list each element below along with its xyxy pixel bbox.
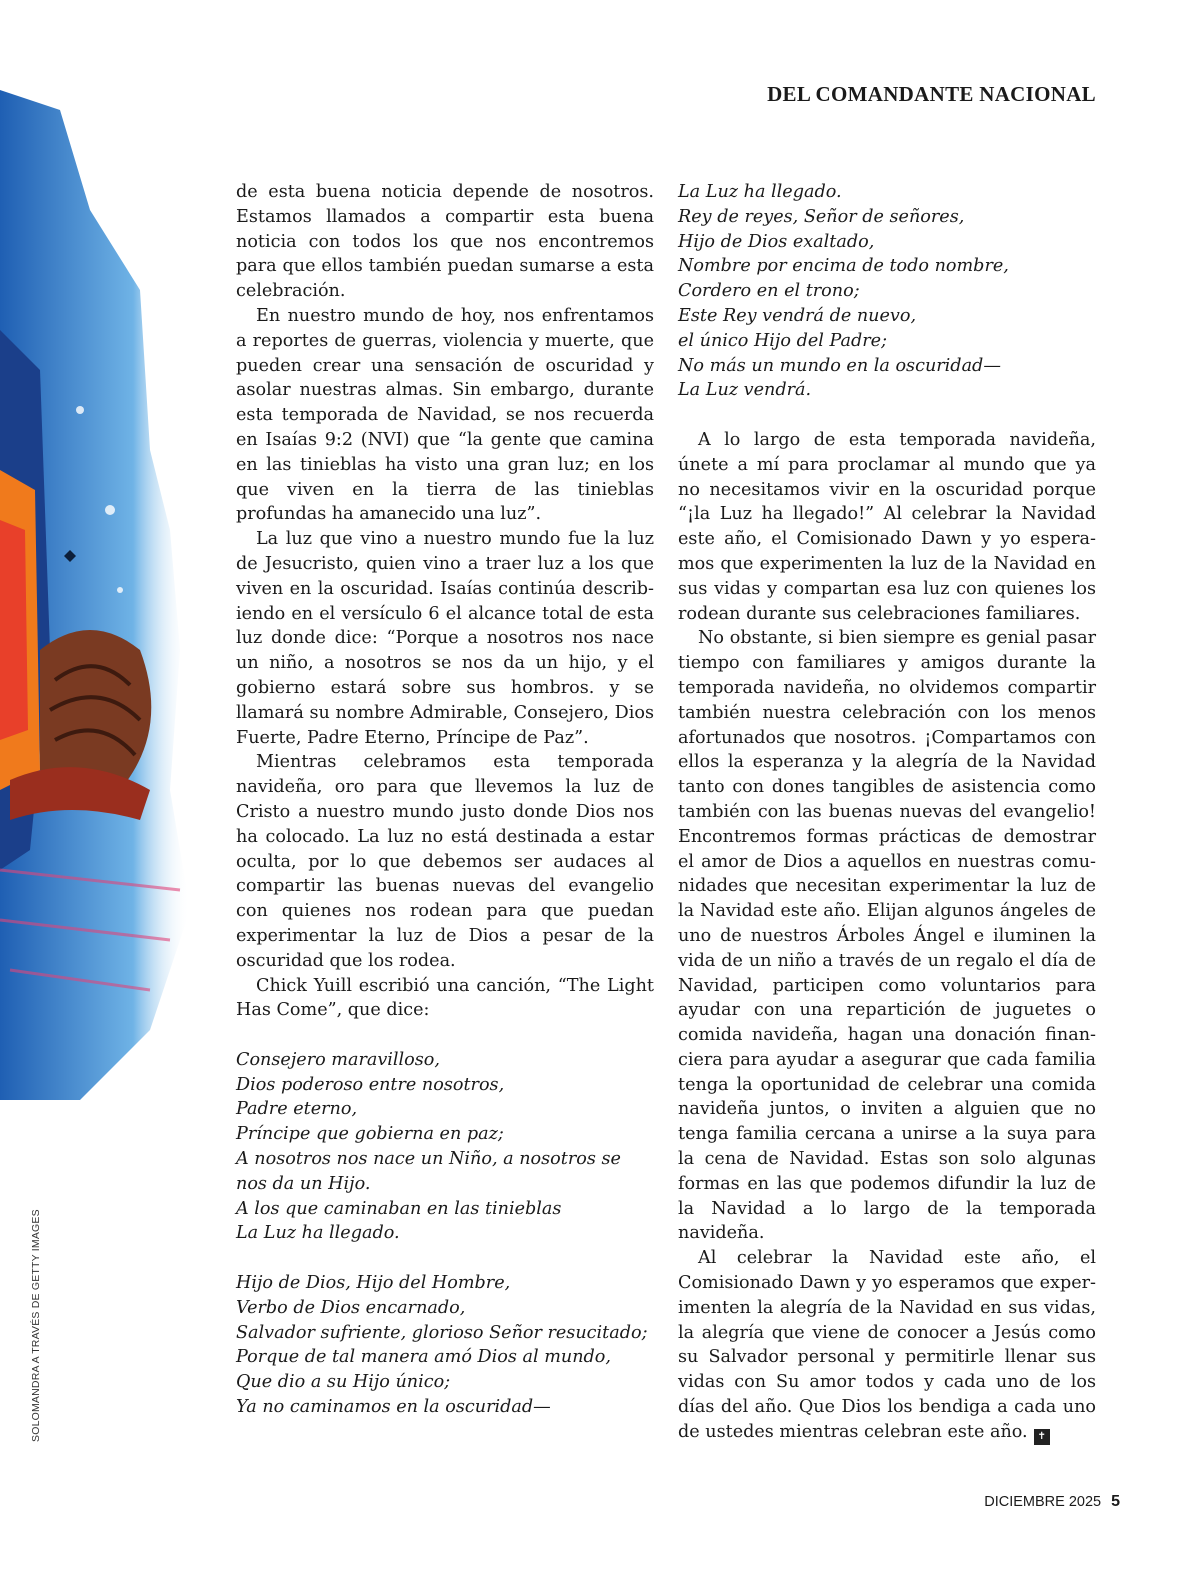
page-footer: [984, 1493, 1120, 1511]
poem-line: el único Hijo del Padre;: [678, 330, 888, 351]
paragraph: Mientras celebramos esta temporada navideña, oro para que llevemos la luz de Cristo a nuestro mundo justo donde Dios nos ha colocado. La luz no está destinada a estar oculta, por lo que debemos ser audaces al compartir las buenas nuevas del evangelio con quienes nos rodean para que puedan experimentar la luz de Dios a pesar de la oscuridad que los rodea.: [236, 752, 654, 971]
poem-line: No más un mundo en la oscuridad—: [678, 355, 1001, 376]
poem-line: La Luz ha llegado.: [236, 1223, 400, 1244]
poem-line: Este Rey vendrá de nuevo,: [678, 305, 917, 326]
poem-line: A los que caminaban en las tinieblas: [236, 1198, 562, 1219]
photo-credit: SOLOMANDRA A TRAVÉS DE GETTY IMAGES: [30, 1209, 42, 1442]
poem-line: Verbo de Dios encarnado,: [236, 1297, 466, 1318]
poem-line: Rey de reyes, Señor de señores,: [678, 206, 965, 227]
poem-line: Consejero maravilloso,: [236, 1049, 440, 1070]
paragraph: Chick Yuill escribió una canción, “The Light Has Come”, que dice:: [236, 975, 654, 1021]
poem-line: Padre eterno,: [236, 1099, 358, 1120]
paragraph: En nuestro mundo de hoy, nos enfrentamos a reportes de guerras, violencia y muerte, que pueden crear una sensación de oscuridad y asolar nuestras almas. Sin embargo, durante esta temporada de Navidad, se nos recuerda en Isaías 9:2 (NVI) que “la gente que camina en las tinieblas ha visto una gran luz; en los que viven en la tierra de las tinieblas profundas ha amanecido una luz”.: [236, 305, 654, 525]
poem-line: Salvador sufriente, glorioso Señor resucitado;: [236, 1322, 648, 1343]
end-mark-icon: ✝: [1034, 1429, 1050, 1445]
left-column: [236, 180, 654, 1420]
right-column: [678, 180, 1096, 1445]
poem-line: Porque de tal manera amó Dios al mundo,: [236, 1347, 611, 1368]
closing-paragraph: [678, 1246, 1096, 1445]
closing-text: Al celebrar la Navidad este año, el Comisionado Dawn y yo esperamos que experimenten la alegría de la Navidad en sus vidas, la alegría que viene de conocer a Jesús como su Salvador personal y permitirle llenar sus vidas con Su amor todos y cada uno de los días del año. Que Dios los bendiga a cada uno de ustedes mientras celebran este año.: [678, 1248, 1096, 1442]
poem-line: Príncipe que gobierna en paz;: [236, 1124, 504, 1145]
page-number: 5: [1111, 1493, 1120, 1510]
section-header: DEL COMANDANTE NACIONAL: [767, 82, 1096, 106]
paragraph: A lo largo de esta temporada navideña, únete a mí para proclamar al mundo que ya no necesitamos vivir en la oscuridad porque “¡la Luz ha llegado!” Al celebrar la Navidad este año, el Comisionado Dawn y yo esperamos que experimenten la luz de la Navidad en sus vidas y compartan esa luz con quienes los rodean durante sus celebraciones familiares.: [678, 429, 1096, 624]
paragraph: No obstante, si bien siempre es genial pasar tiempo con familiares y amigos durante la temporada navideña, no olvidemos compartir también nuestra celebración con los menos afortunados que nosotros. ¡Compartamos con ellos la esperanza y la alegría de la Navidad tanto con dones tangibles de asistencia como también con las buenas nuevas del evangelio! Encontremos formas prácticas de demostrar el amor de Dios a aquellos en nuestras comunidades que necesitan experimentar la luz de la Navidad este año. Elijan algunos ángeles de uno de nuestros Árboles Ángel e iluminen la vida de un niño a través de un regalo el día de Navidad, participen como voluntarios para ayudar con una repartición de juguetes o comida navideña, hagan una donación financiera para ayudar a asegurar que cada familia tenga la oportunidad de celebrar una comida navideña juntos, o inviten a alguien que no tenga familia cercana a unirse a la suya para la cena de Navidad. Estas son solo algunas formas en las que podemos difundir la luz de la Navidad a lo largo de la temporada navideña.: [678, 628, 1096, 1244]
poem-line: Hijo de Dios, Hijo del Hombre,: [236, 1273, 511, 1294]
paragraph: de esta buena noticia depende de nosotros. Estamos llamados a compartir esta buena noticia con todos los que nos encontremos para que ellos también puedan sumarse a esta celebración.: [236, 182, 654, 302]
poem-line: Ya no caminamos en la oscuridad—: [236, 1397, 551, 1418]
poem-stanza: [236, 1048, 654, 1246]
poem-line: Dios poderoso entre nosotros,: [236, 1074, 505, 1095]
issue-date: DICIEMBRE 2025: [984, 1494, 1102, 1510]
poem-line: Hijo de Dios exaltado,: [678, 231, 875, 252]
poem-stanza: [236, 1271, 654, 1420]
paragraph: La luz que vino a nuestro mundo fue la luz de Jesucristo, quien vino a traer luz a los que viven en la oscuridad. Isaías continúa describiendo en el versículo 6 el alcance total de esta luz donde dice: “Porque a nosotros nos nace un niño, a nosotros se nos da un hijo, y el gobierno estará sobre sus hombros. y se llamará su nombre Admirable, Consejero, Dios Fuerte, Padre Eterno, Príncipe de Paz”.: [236, 529, 654, 748]
poem-line: Que dio a su Hijo único;: [236, 1372, 451, 1393]
poem-stanza: [678, 180, 1096, 403]
poem-line: nos da un Hijo.: [236, 1173, 371, 1194]
poem-line: A nosotros nos nace un Niño, a nosotros se: [236, 1149, 621, 1170]
poem-line: La Luz vendrá.: [678, 380, 812, 401]
poem-line: La Luz ha llegado.: [678, 182, 842, 202]
lantern-illustration: [0, 90, 200, 1100]
poem-line: Cordero en el trono;: [678, 281, 860, 302]
poem-line: Nombre por encima de todo nombre,: [678, 256, 1009, 277]
